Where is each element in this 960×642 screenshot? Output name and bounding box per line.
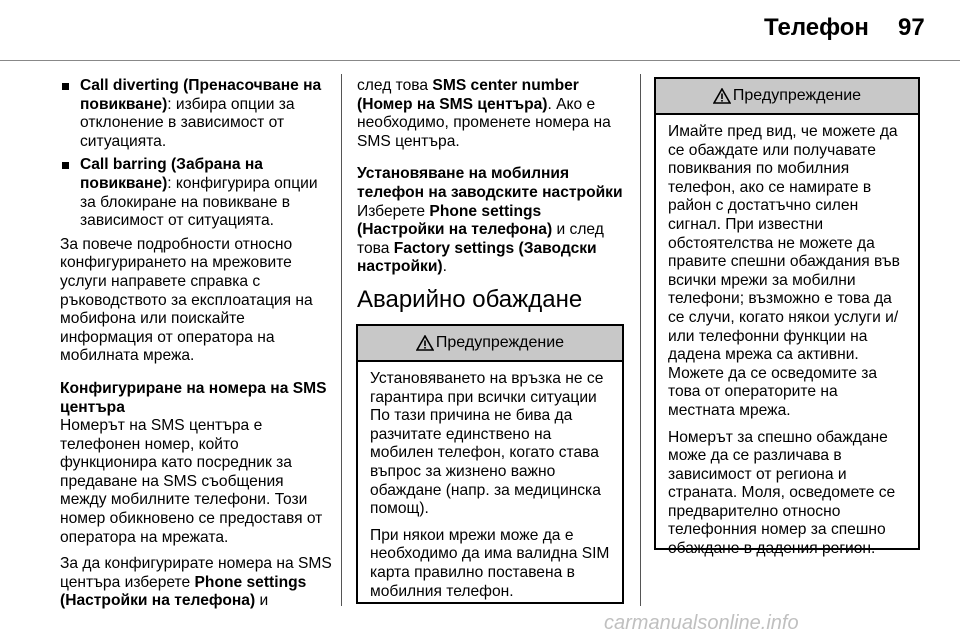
paragraph-sms-center-number	[357, 77, 629, 151]
list-item-call-diverting	[60, 77, 332, 151]
text: след това	[357, 77, 433, 94]
warning-paragraph-2: При някои мрежи може да е необходимо да има валидна SIM карта правилно поставена в мобилния телефон.	[370, 526, 610, 600]
page-number: 97	[898, 14, 925, 41]
menu-path: Phone settings (Настройки на телефона)	[60, 573, 307, 610]
section-heading-factory-reset: Установяване на мобилния телефон на заводските настройки	[357, 165, 623, 201]
watermark: carmanualsonline.info	[604, 612, 799, 634]
text: За да конфигурирате номера на SMS центъра изберете	[60, 555, 332, 591]
menu-path: SMS center number (Номер на SMS центъра)	[357, 77, 579, 113]
warning-body	[656, 115, 918, 577]
warning-box-emergency	[654, 77, 920, 558]
warning-paragraph-1: Установяването на връзка не се гарантира при всички ситуации По тази причина не бива да разчитате единствено на мобилен телефон, когато става въпрос за жизнено важно обаждане (напр. за медицинска помощ).	[370, 370, 604, 518]
text: . Ако е необходимо, променете номера на SMS центъра.	[357, 95, 611, 150]
text: и	[255, 592, 269, 610]
column-2	[357, 77, 629, 285]
option-name: Call diverting (Пренасочване на повикване)	[80, 77, 322, 113]
column-1	[60, 77, 332, 619]
paragraph-sms-center: Номерът на SMS центъра е телефонен номер, който функционира като посредник за предаване на SMS съобщения между мобилните телефони. Този номер обикновено се предоставя от оператора на мрежата.	[60, 417, 323, 546]
warning-paragraph-1: Имайте пред вид, че можете да се обаждате или получавате повиквания по мобилния телефон, ако се намирате в район с достатъчно силен сигнал. При известни обстоятелства не можете да правите спешни обаждания във всички мрежи за мобилни телефони; възможно е това да се случи, когато някои услуги и/или телефонни функции на дадена мрежа са активни. Можете да се осведомите за това от операторите на местната мрежа.	[668, 123, 900, 419]
warning-box-connection	[356, 324, 624, 604]
bullet-square-icon	[62, 83, 69, 90]
warning-triangle-icon	[713, 88, 731, 104]
text: .	[442, 258, 447, 276]
bullet-square-icon	[62, 162, 69, 169]
column-divider-1	[341, 74, 342, 606]
menu-path: Phone settings (Настройки на телефона)	[357, 202, 553, 239]
paragraph-configure-sms	[60, 555, 332, 611]
column-divider-2	[640, 74, 641, 606]
list-item-call-barring	[60, 156, 332, 230]
text: и след това	[357, 221, 604, 257]
warning-title: Предупреждение	[435, 334, 565, 351]
section-title-emergency-call: Аварийно обаждане	[357, 286, 583, 313]
menu-path: Factory settings (Заводски настройки)	[357, 239, 597, 276]
text: Изберете	[357, 202, 430, 220]
paragraph-network-services: За повече подробности относно конфигурирането на мрежовите услуги направете справка с ръководството за експлоатация на мобифона или поискайте информация от оператора на мобилната мрежа.	[60, 235, 313, 365]
warning-paragraph-2: Номерът за спешно обаждане може да се различава в зависимост от региона и страната. Моля, осведомете се предварително относно телефонния номер за спешно обаждане в дадения регион.	[668, 428, 896, 558]
option-name: Call barring (Забрана на повикване)	[80, 156, 263, 192]
warning-header	[656, 79, 918, 115]
warning-body	[358, 362, 622, 619]
warning-triangle-icon	[416, 335, 434, 351]
header-divider	[0, 60, 960, 61]
option-description: : конфигурира опции за блокиране на повикване в зависимост от ситуацията.	[80, 174, 318, 230]
section-heading-sms-center: Конфигуриране на номера на SMS центъра	[60, 379, 327, 416]
warning-title: Предупреждение	[732, 87, 862, 104]
option-description: : избира опции за отклонение в зависимост от ситуацията.	[80, 95, 295, 150]
paragraph-factory-reset	[357, 203, 629, 277]
warning-header	[358, 326, 622, 362]
page-title: Телефон	[764, 14, 869, 41]
